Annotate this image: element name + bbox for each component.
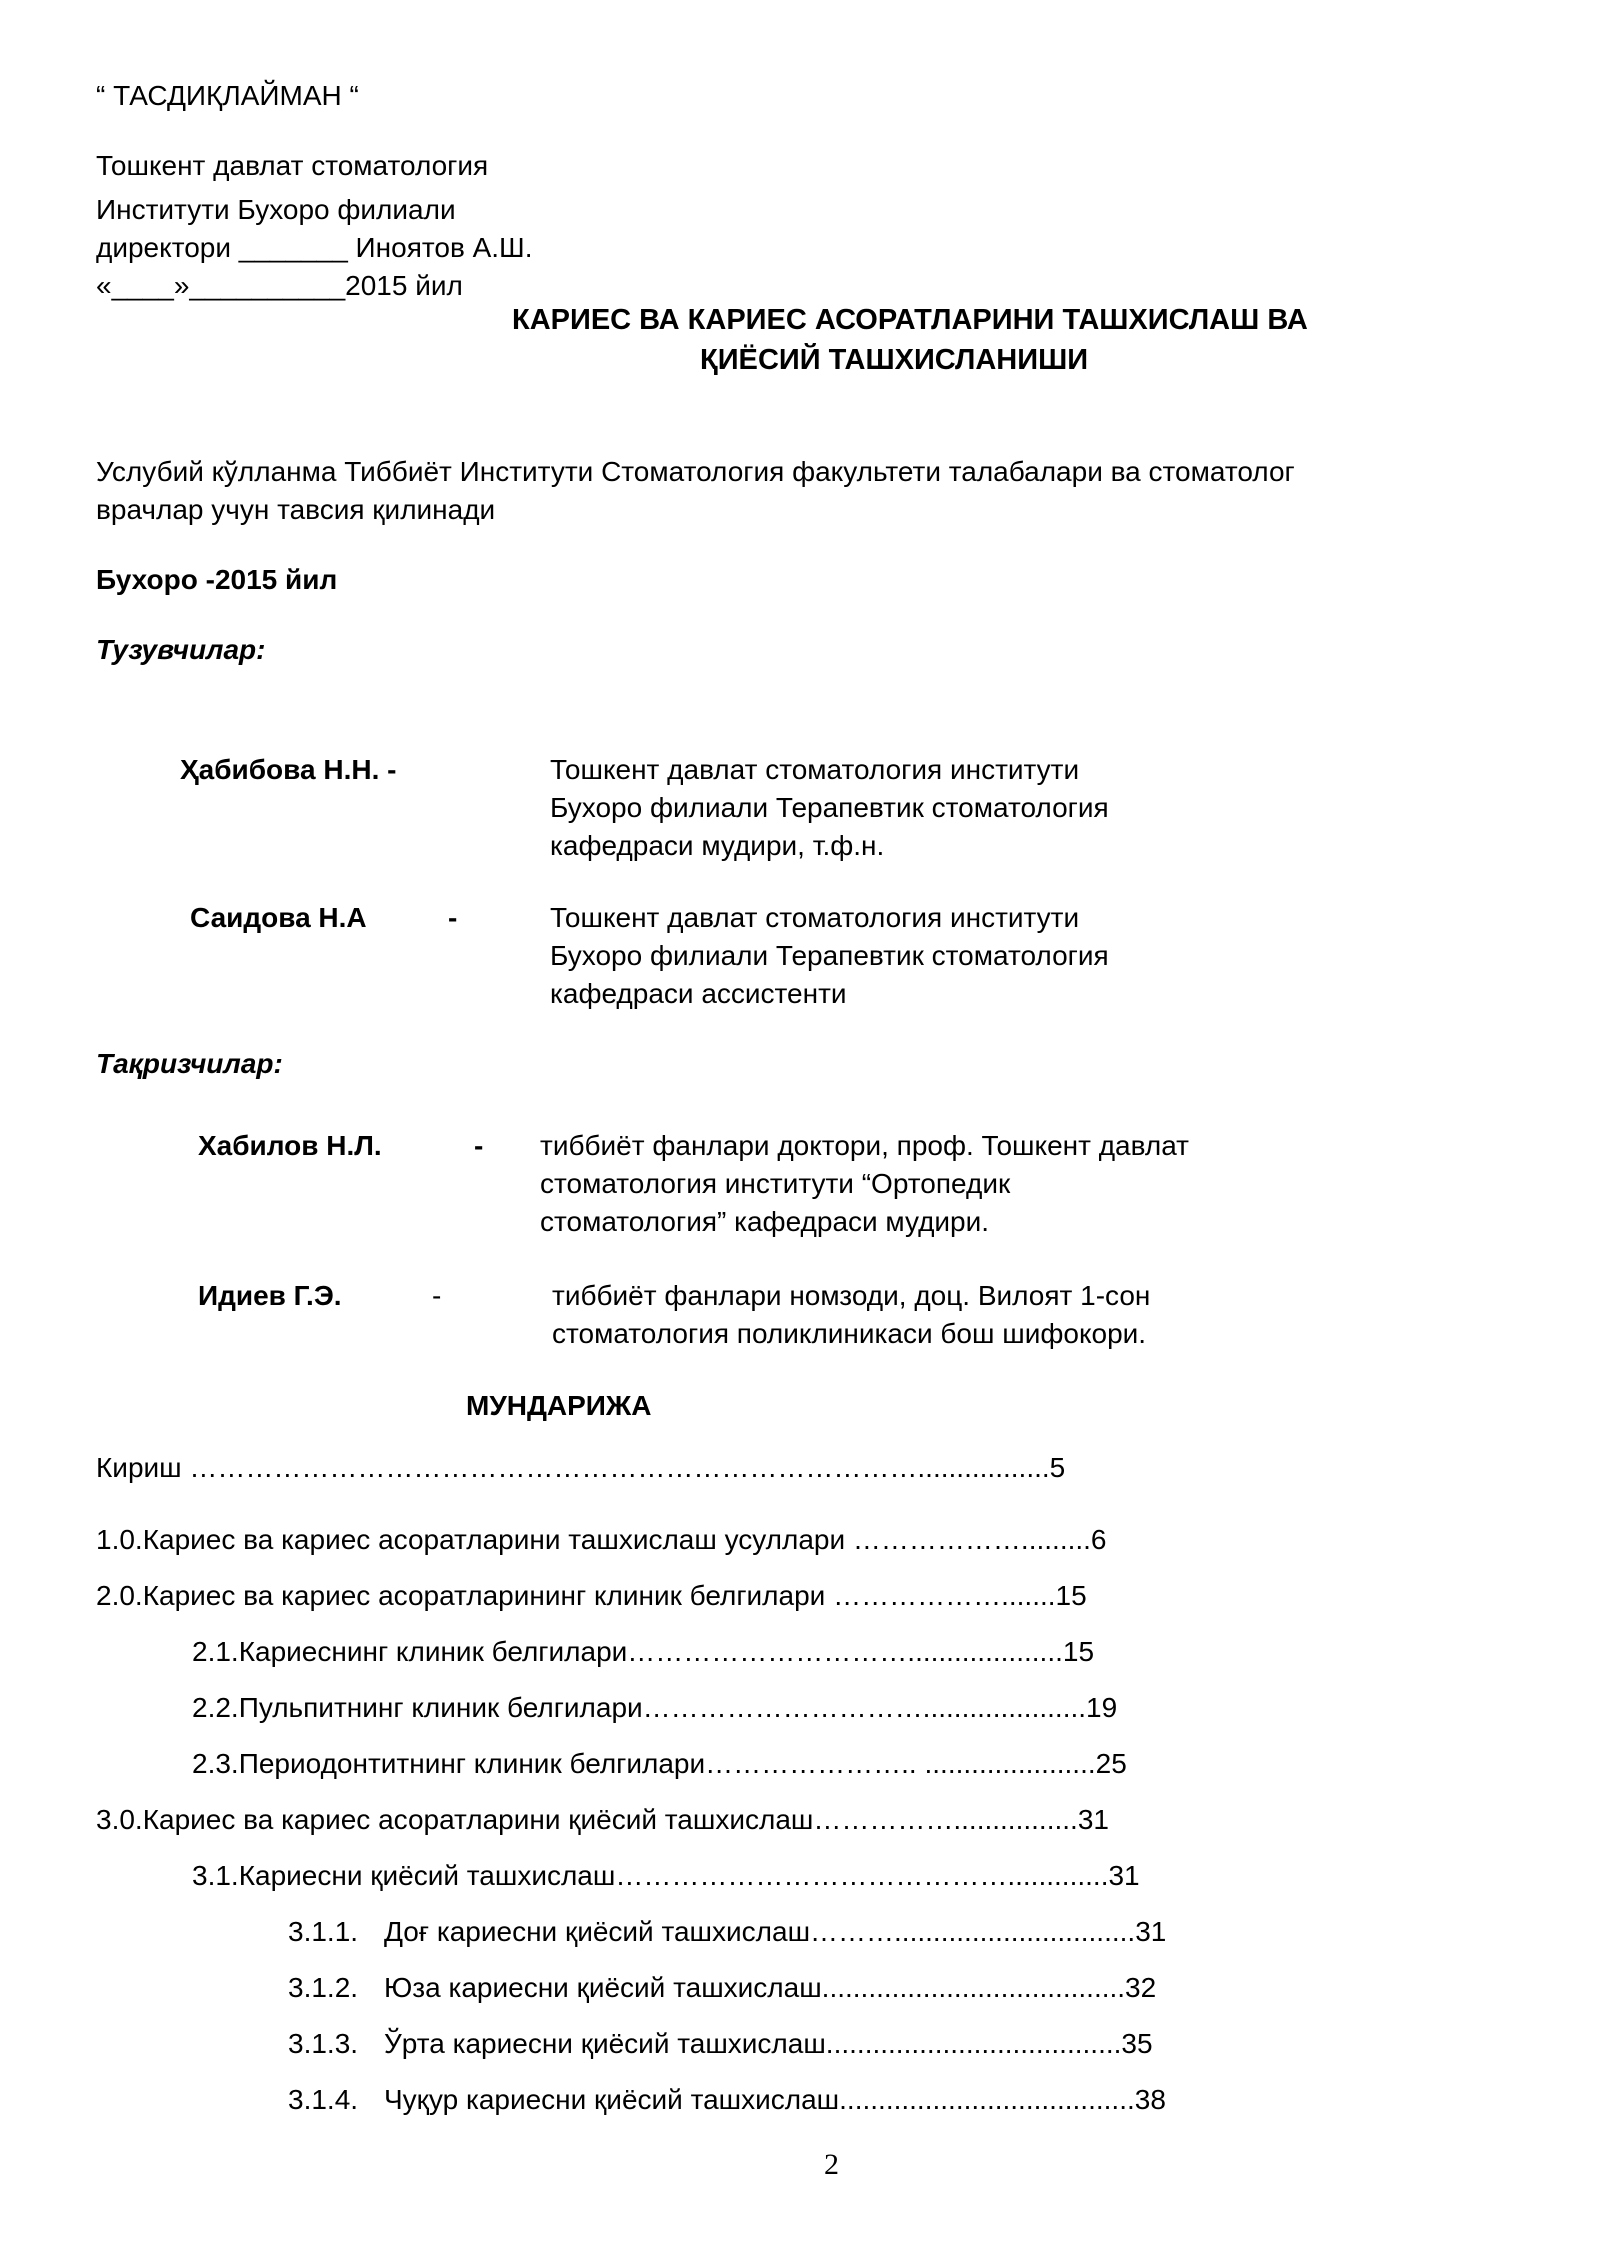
compiler-desc-line: Бухоро филиали Терапевтик стоматология	[550, 792, 1109, 823]
reviewer-desc-line: стоматология институти “Ортопедик	[540, 1168, 1011, 1199]
toc-entry-text: Периодонтитнинг клиник белгилари………………….. ......................25	[238, 1748, 1127, 1779]
toc-entry-text: Пульпитнинг клиник белгилари………………………….....................19	[238, 1692, 1118, 1723]
approval-line-1: Тошкент давлат стоматология	[96, 150, 489, 181]
toc-entry	[288, 2030, 1153, 2058]
toc-entry-number: 3.1.3.	[288, 2028, 359, 2059]
approval-line-4: «____»__________2015 йил	[96, 270, 463, 301]
toc-entry-number: 2.3.	[192, 1748, 239, 1779]
compiler-desc-line: Тошкент давлат стоматология институти	[550, 902, 1080, 933]
toc-entry	[96, 1454, 1065, 1482]
compiler-desc-line: кафедраси ассистенти	[550, 978, 847, 1009]
toc-entry-text: Чуқур кариесни қиёсий ташхислаш......................................38	[384, 2084, 1166, 2115]
place-year: Бухоро -2015 йил	[96, 564, 338, 595]
toc-entry-number: 1.0.	[96, 1524, 143, 1555]
toc-entry	[288, 1918, 1166, 1946]
toc-entry	[192, 1862, 1140, 1890]
toc-entry	[288, 1974, 1156, 2002]
compiler-dash: -	[448, 902, 458, 933]
approval-line-2: Институти Бухоро филиали	[96, 194, 456, 225]
reviewers-heading: Тақризчилар:	[96, 1048, 283, 1079]
toc-entry-text: Кариес ва кариес асоратларини қиёсий ташхислаш……………................31	[142, 1804, 1109, 1835]
compiler-desc-line: Бухоро филиали Терапевтик стоматология	[550, 940, 1109, 971]
page-number: 2	[824, 2148, 839, 2181]
toc-entry-text: Кариес ва кариес асоратларини ташхислаш усуллари ……………….........6	[142, 1524, 1107, 1555]
toc-entry-text: Ўрта кариесни қиёсий ташхислаш......................................35	[384, 2028, 1153, 2059]
toc-entry-text: Юза кариесни қиёсий ташхислаш.......................................32	[384, 1972, 1157, 2003]
toc-entry-text: Кариеснинг клиник белгилари…………………………....................15	[238, 1636, 1095, 1667]
toc-entry-number: 2.1.	[192, 1636, 239, 1667]
toc-entry	[192, 1750, 1127, 1778]
reviewer-name: Хабилов Н.Л.	[198, 1130, 382, 1161]
toc-entry	[96, 1582, 1087, 1610]
toc-entry-number: 3.1.	[192, 1860, 239, 1891]
toc-entry	[192, 1638, 1094, 1666]
toc-entry-number: 3.0.	[96, 1804, 143, 1835]
toc-entry-text: Кириш …………………………………………………………………….................5	[96, 1452, 1066, 1483]
compiler-desc-line: Тошкент давлат стоматология институти	[550, 754, 1080, 785]
toc-entry-number: 3.1.2.	[288, 1972, 359, 2003]
recommendation-line-2: врачлар учун тавсия қилинади	[96, 494, 496, 525]
reviewer-desc-line: тиббиёт фанлари доктори, проф. Тошкент давлат	[540, 1130, 1189, 1161]
document-title-line-1: КАРИЕС ВА КАРИЕС АСОРАТЛАРИНИ ТАШХИСЛАШ ВА	[512, 304, 1308, 336]
toc-entry-text: Кариесни қиёсий ташхислаш…………………………………….............31	[238, 1860, 1140, 1891]
toc-entry	[288, 2086, 1166, 2114]
toc-entry-text: Кариес ва кариес асоратларининг клиник белгилари ……………….......15	[142, 1580, 1087, 1611]
document-title-line-2: ҚИЁСИЙ ТАШХИСЛАНИШИ	[700, 344, 1089, 376]
compiler-desc-line: кафедраси мудири, т.ф.н.	[550, 830, 885, 861]
reviewer-name: Идиев Г.Э.	[198, 1280, 342, 1311]
toc-entry-text: Доғ кариесни қиёсий ташхислаш………...............................31	[384, 1916, 1167, 1947]
recommendation-line-1: Услубий кўлланма Тиббиёт Институти Стоматология факультети талабалари ва стоматолог	[96, 456, 1295, 487]
compiler-name: Ҳабибова Н.Н. -	[180, 754, 397, 785]
toc-entry-number: 3.1.1.	[288, 1916, 359, 1947]
toc-entry-number: 2.0.	[96, 1580, 143, 1611]
approval-heading: “ ТАСДИҚЛАЙМАН “	[96, 80, 359, 111]
toc-entry	[96, 1526, 1107, 1554]
reviewer-desc-line: стоматология” кафедраси мудири.	[540, 1206, 990, 1237]
toc-entry	[96, 1806, 1109, 1834]
toc-entry	[192, 1694, 1117, 1722]
compiler-name: Саидова Н.А	[190, 902, 367, 933]
reviewer-dash: -	[474, 1130, 484, 1161]
toc-heading: МУНДАРИЖА	[466, 1390, 652, 1421]
reviewer-desc-line: тиббиёт фанлари номзоди, доц. Вилоят 1-сон	[552, 1280, 1151, 1311]
toc-entry-number: 3.1.4.	[288, 2084, 359, 2115]
reviewer-desc-line: стоматология поликлиникаси бош шифокори.	[552, 1318, 1147, 1349]
approval-line-3: директори _______ Иноятов А.Ш.	[96, 232, 533, 263]
compilers-heading: Тузувчилар:	[96, 634, 266, 665]
toc-entry-number: 2.2.	[192, 1692, 239, 1723]
reviewer-dash: -	[432, 1280, 442, 1311]
